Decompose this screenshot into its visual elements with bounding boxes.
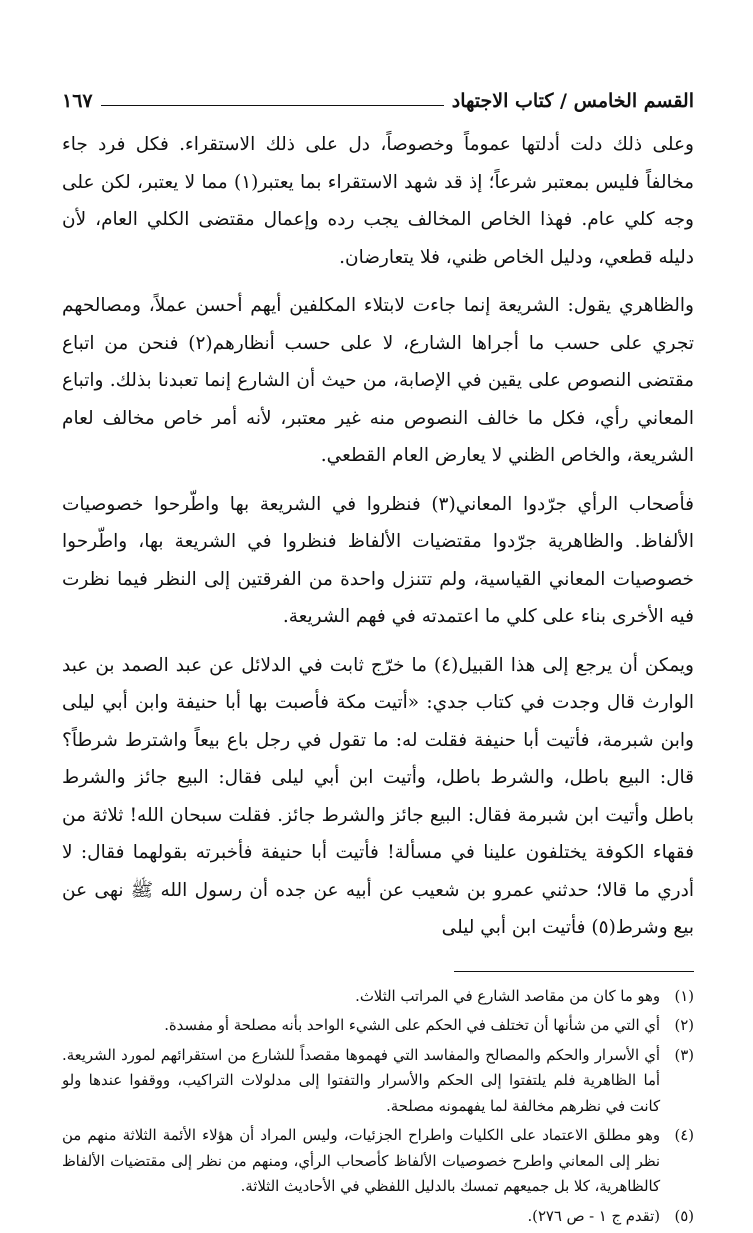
paragraph: وعلى ذلك دلت أدلتها عموماً وخصوصاً، دل على ذلك الاستقراء. فكل فرد جاء مخالفاً فليس بمعتبر شرعاً؛ إذ قد شهد الاستقراء بما يعتبر(١) مما لا يعتبر، لكن على وجه كلي عام. فهذا الخاص المخالف يجب رده وإعمال مقتضى الكلي العام، لأن دليله قطعي، ودليل الخاص ظني، فلا يتعارضان. <box>62 134 694 268</box>
footnote-text: أي الأسرار والحكم والمصالح والمفاسد التي فهموها مقصداً للشارع من استقرائهم لمورد الشريعة. أما الظاهرية فلم يلتفتوا إلى الحكم والأسرار والتفتوا إلى مدلولات التراكيب، ووقفوا عندها ولو كانت في نظرهم مخالفة لما يفهمونه مصلحة. <box>62 1046 660 1115</box>
running-header <box>62 82 694 112</box>
footnote-number: (٣) <box>674 1046 694 1064</box>
header-title: القسم الخامس / كتاب الاجتهاد <box>451 90 694 112</box>
page-number: ١٦٧ <box>62 90 93 112</box>
paragraph: ويمكن أن يرجع إلى هذا القبيل(٤) ما خرّج ثابت في الدلائل عن عبد الصمد بن عبد الوارث قال وجدت في كتاب جدي: «أتيت مكة فأصبت بها أبا حنيفة وابن أبي ليلى وابن شبرمة، فأتيت أبا حنيفة فقلت له: ما تقول في رجل باع بيعاً واشترط شرطاً؟ قال: البيع باطل، والشرط باطل، وأتيت ابن أبي ليلى فقال: البيع جائز والشرط باطل وأتيت ابن شبرمة فقال: البيع جائز والشرط جائز. فقلت سبحان الله! ثلاثة من فقهاء الكوفة يختلفون علينا في مسألة! فأتيت أبا حنيفة فأخبرته بقولهما فقال: لا أدري ما قالا؛ حدثني عمرو بن شعيب عن أبيه عن جده أن رسول الله ﷺ نهى عن بيع وشرط(٥) فأتيت ابن أبي ليلى <box>62 654 694 938</box>
footnote-divider <box>454 971 694 972</box>
footnote-text: وهو ما كان من مقاصد الشارع في المراتب الثلاث. <box>355 987 660 1005</box>
main-text <box>62 126 694 947</box>
footnote <box>62 1204 694 1230</box>
footnote <box>62 1043 694 1120</box>
paragraph: والظاهري يقول: الشريعة إنما جاءت لابتلاء المكلفين أيهم أحسن عملاً، ومصالحهم تجري على حسب ما أجراها الشارع، لا على حسب أنظارهم(٢) فنحن من اتباع مقتضى النصوص على يقين في الإصابة، من حيث أن الشارع إنما تعبدنا بذلك. واتباع المعاني رأي، فكل ما خالف النصوص منه غير معتبر، لأنه أمر خاص مخالف لعام الشريعة، والخاص الظني لا يعارض العام القطعي. <box>62 295 694 466</box>
footnote-number: (٢) <box>674 1017 694 1034</box>
book-page <box>62 82 694 1233</box>
footnote <box>62 984 694 1010</box>
footnotes <box>62 984 694 1230</box>
footnote-text: (تقدم ج ١ - ص ٢٧٦). <box>527 1207 660 1225</box>
header-rule <box>101 105 444 106</box>
footnote-text: وهو مطلق الاعتماد على الكليات واطراح الجزئيات، وليس المراد أن هؤلاء الأئمة الثلاثة منهم من نظر إلى المعاني واطرح خصوصيات الألفاظ كأصحاب الرأي، ومنهم من نظر إلى مقتضيات الألفاظ كالظاهرية، كلا بل جميعهم تمسك بالدليل اللفظي في الأحاديث الثلاثة. <box>62 1127 660 1195</box>
footnote-number: (١) <box>674 987 694 1005</box>
footnote <box>62 1013 694 1039</box>
footnote <box>62 1123 694 1200</box>
footnote-text: أي التي من شأنها أن تختلف في الحكم على الشيء الواحد بأنه مصلحة أو مفسدة. <box>164 1017 660 1034</box>
footnote-number: (٤) <box>674 1127 694 1144</box>
footnote-number: (٥) <box>674 1207 694 1225</box>
paragraph: فأصحاب الرأي جرّدوا المعاني(٣) فنظروا في الشريعة بها واطّرحوا خصوصيات الألفاظ. والظاهرية جرّدوا مقتضيات الألفاظ فنظروا في الشريعة بها، واطّرحوا خصوصيات المعاني القياسية، ولم تتنزل واحدة من الفرقتين إلى النظر فيما نظرت فيه الأخرى بناء على كلي ما اعتمدته في فهم الشريعة. <box>62 493 694 627</box>
